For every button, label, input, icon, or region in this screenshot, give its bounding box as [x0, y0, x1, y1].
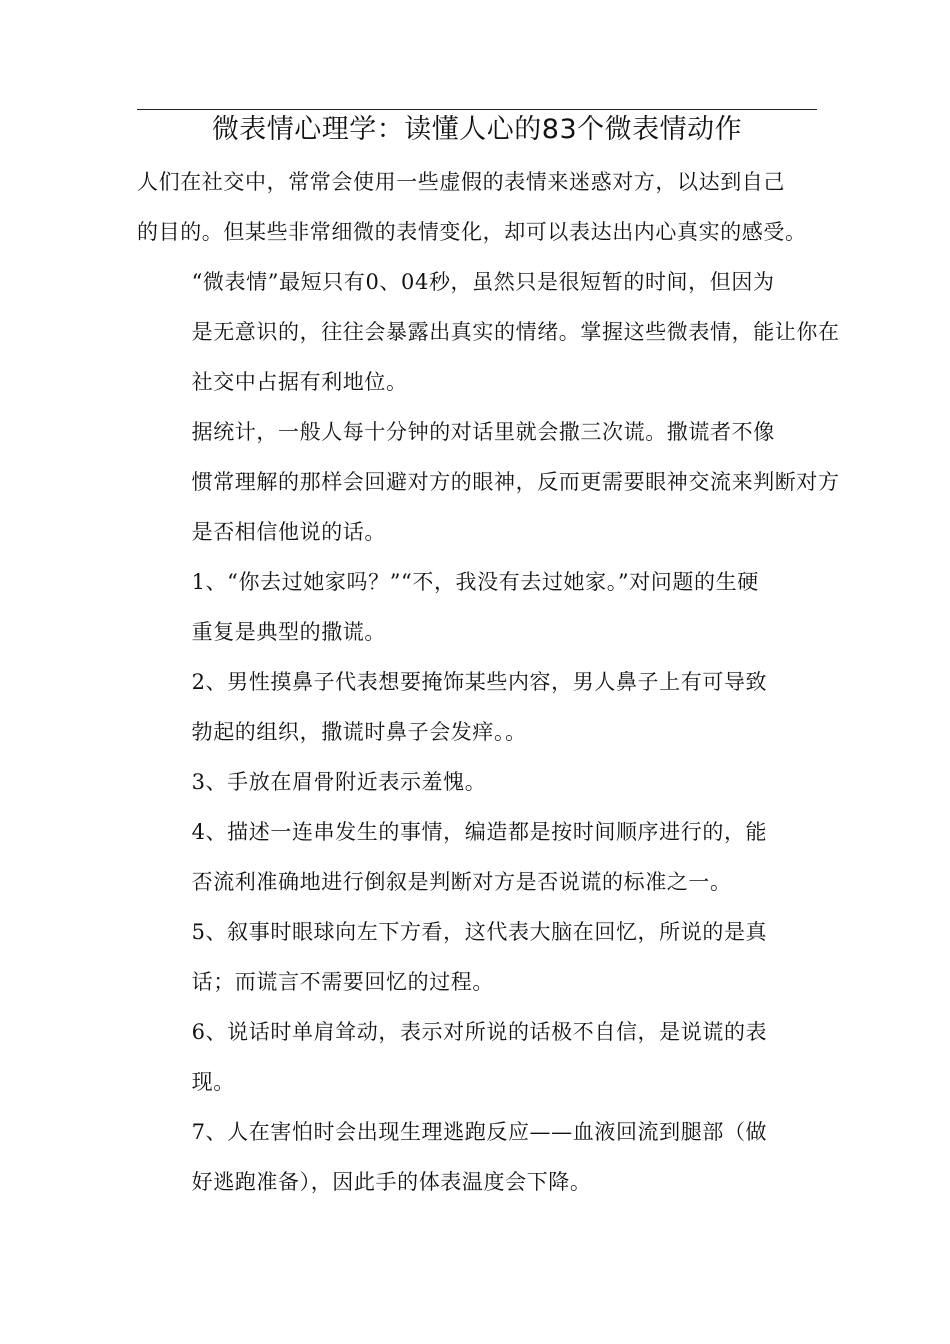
- paragraph: [137, 157, 819, 257]
- paragraph-line: 好逃跑准备），因此手的体表温度会下降。: [191, 1170, 592, 1194]
- paragraph-line: 据统计，一般人每十分钟的对话里就会撒三次谎。撒谎者不像: [191, 420, 775, 444]
- paragraph-line: 3、手放在眉骨附近表示羞愧。: [191, 770, 487, 794]
- paragraph-line: 是否相信他说的话。: [191, 520, 386, 544]
- paragraph-line: 勃起的组织，撒谎时鼻子会发痒。。: [191, 720, 527, 744]
- document-title: 微表情心理学：读懂人心的83个微表情动作: [211, 114, 743, 145]
- document-body: [137, 157, 840, 1207]
- paragraph-line: 2、男性摸鼻子代表想要掩饰某些内容，男人鼻子上有可导致: [191, 670, 768, 694]
- paragraph-line: 4、描述一连串发生的事情，编造都是按时间顺序进行的，能: [191, 820, 768, 844]
- paragraph-line: 重复是典型的撒谎。: [191, 620, 386, 644]
- paragraph-line: 6、说话时单肩耸动，表示对所说的话极不自信，是说谎的表: [191, 1020, 768, 1044]
- paragraph-line: 1、“你去过她家吗？”“不，我没有去过她家。”对问题的生硬: [191, 570, 759, 594]
- paragraph: [137, 757, 819, 807]
- header-rule: [137, 109, 817, 110]
- paragraph-line: 是无意识的，往往会暴露出真实的情绪。掌握这些微表情，能让你在: [191, 320, 840, 344]
- paragraph-line: “微表情”最短只有0、04秒，虽然只是很短暂的时间，但因为: [191, 270, 775, 294]
- paragraph-line: 人们在社交中，常常会使用一些虚假的表情来迷惑对方，以达到自己: [137, 170, 785, 194]
- paragraph: [137, 407, 840, 557]
- paragraph-line: 否流利准确地进行倒叙是判断对方是否说谎的标准之一。: [191, 870, 732, 894]
- paragraph: [137, 257, 840, 407]
- paragraph-line: 7、人在害怕时会出现生理逃跑反应——血液回流到腿部（做: [191, 1120, 768, 1144]
- paragraph: [137, 1107, 819, 1207]
- paragraph-line: 现。: [191, 1070, 235, 1094]
- paragraph: [137, 657, 819, 757]
- paragraph-line: 5、叙事时眼球向左下方看，这代表大脑在回忆，所说的是真: [191, 920, 768, 944]
- paragraph-line: 话；而谎言不需要回忆的过程。: [191, 970, 494, 994]
- paragraph: [137, 807, 819, 907]
- paragraph: [137, 557, 819, 657]
- paragraph: [137, 907, 819, 1007]
- paragraph-line: 的目的。但某些非常细微的表情变化，却可以表达出内心真实的感受。: [137, 220, 807, 244]
- paragraph-line: 惯常理解的那样会回避对方的眼神，反而更需要眼神交流来判断对方: [191, 470, 840, 494]
- paragraph: [137, 1007, 819, 1107]
- paragraph-line: 社交中占据有利地位。: [191, 370, 408, 394]
